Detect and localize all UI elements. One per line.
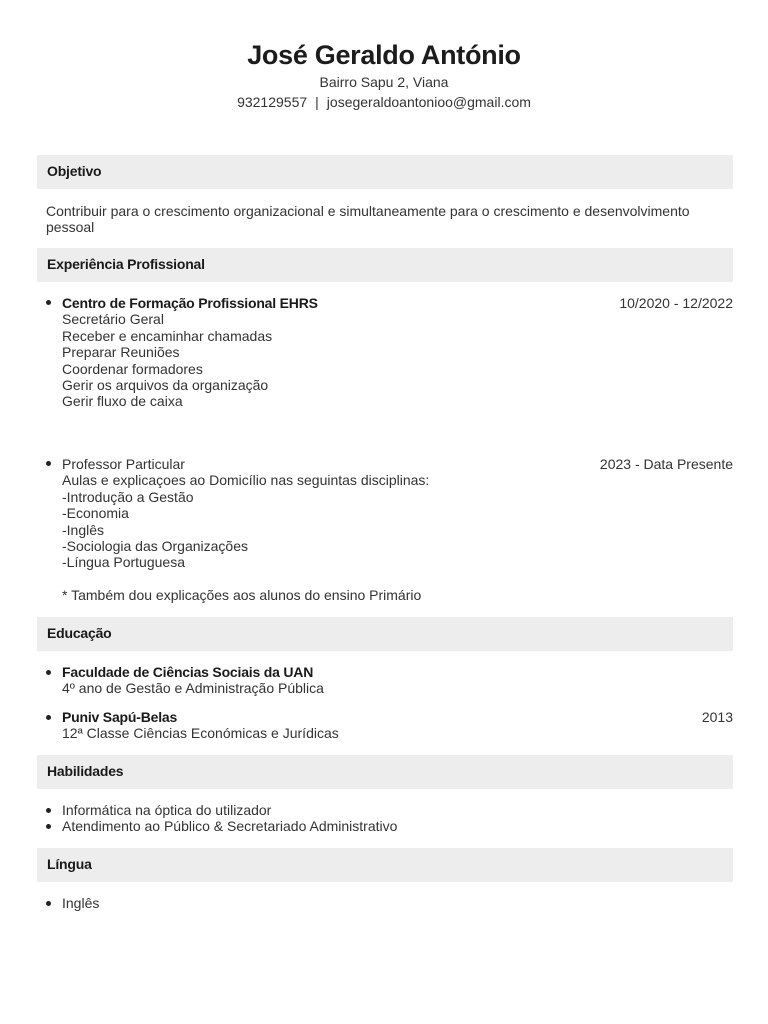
experience-line: -Língua Portuguesa (62, 554, 185, 571)
education-detail: 4º ano de Gestão e Administração Pública (62, 680, 324, 697)
experience-line: Coordenar formadores (62, 360, 203, 377)
education-entry (62, 664, 324, 697)
bullet (46, 808, 51, 813)
experience-line: -Inglês (62, 521, 105, 538)
bullet (46, 300, 51, 305)
email-address: josegeraldoantonioo@gmail.com (326, 94, 531, 110)
section-title: Educação (47, 625, 112, 641)
section-header-languages (37, 848, 733, 882)
bullet (46, 715, 51, 720)
contact-separator: | (315, 94, 319, 110)
experience-entry (62, 456, 429, 604)
section-header-objective (37, 155, 733, 189)
candidate-address: Bairro Sapu 2, Viana (319, 74, 449, 90)
experience-org: Centro de Formação Profissional EHRS (62, 295, 318, 311)
experience-note: * Também dou explicações aos alunos do ensino Primário (62, 587, 422, 604)
experience-entry (62, 295, 318, 410)
bullet (46, 461, 51, 466)
experience-line: -Sociologia das Organizações (62, 538, 248, 555)
education-entry (62, 709, 339, 742)
experience-org: Professor Particular (62, 456, 185, 472)
experience-line: -Economia (62, 505, 129, 522)
section-title: Habilidades (47, 763, 124, 779)
experience-date: 10/2020 - 12/2022 (619, 295, 733, 311)
section-title: Experiência Profissional (47, 256, 205, 272)
contact-line (0, 92, 768, 112)
bullet (46, 670, 51, 675)
experience-line: Receber e encaminhar chamadas (62, 327, 273, 344)
education-date: 2013 (701, 709, 733, 725)
experience-line: Aulas e explicaçoes ao Domicílio nas seguintas disciplinas: (62, 472, 430, 489)
section-header-education (37, 617, 733, 651)
experience-line: Secretário Geral (62, 311, 164, 328)
skill-item: Atendimento ao Público & Secretariado Administrativo (62, 818, 398, 834)
language-item: Inglês (62, 895, 100, 911)
bullet (46, 824, 51, 829)
experience-line: Gerir os arquivos da organização (62, 377, 269, 394)
education-institution: Puniv Sapú-Belas (62, 709, 178, 725)
education-institution: Faculdade de Ciências Sociais da UAN (62, 664, 314, 680)
experience-line: Preparar Reuniões (62, 344, 180, 361)
section-header-experience (37, 248, 733, 282)
section-title: Objetivo (47, 163, 102, 179)
bullet (46, 901, 51, 906)
experience-line: Gerir fluxo de caixa (62, 393, 183, 410)
experience-line: -Introdução a Gestão (62, 488, 194, 505)
section-title: Língua (47, 856, 92, 872)
phone-number: 932129557 (237, 94, 308, 110)
section-header-skills (37, 755, 733, 789)
experience-line-blank (62, 571, 429, 587)
objective-text: Contribuir para o crescimento organizacional e simultaneamente para o crescimento e desenvolvimento pessoal (46, 203, 690, 236)
experience-date: 2023 - Data Presente (599, 456, 733, 472)
resume-header (0, 38, 768, 112)
skill-item: Informática na óptica do utilizador (62, 802, 272, 818)
candidate-name: José Geraldo António (247, 40, 521, 70)
education-detail: 12ª Classe Ciências Económicas e Jurídicas (62, 725, 339, 742)
